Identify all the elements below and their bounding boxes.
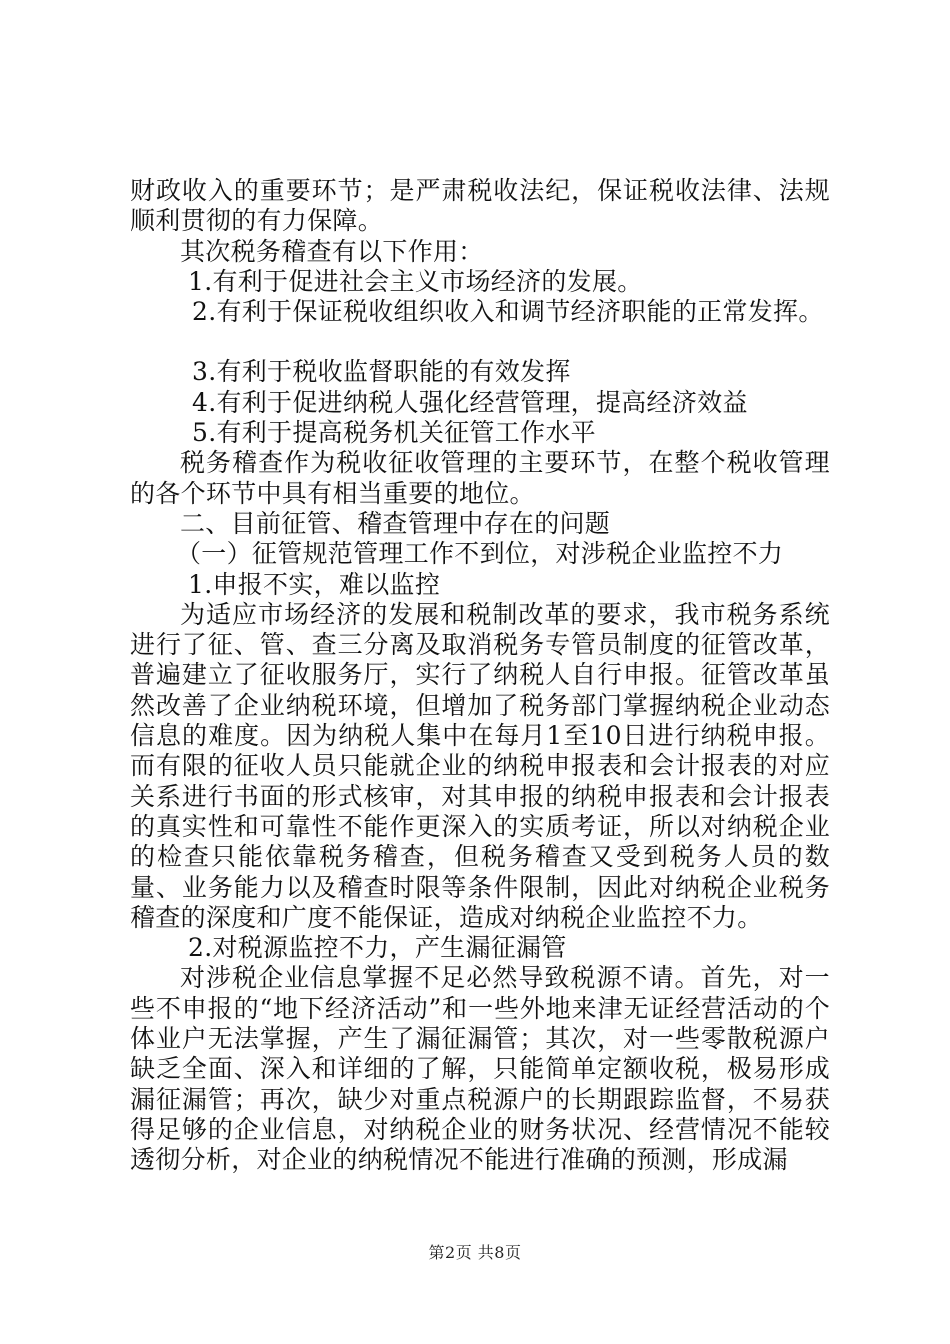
list-item-5: 5.有利于提高税务机关征管工作水平 [192,418,596,448]
list-item-1: 1.有利于促进社会主义市场经济的发展。 [188,266,643,296]
subsubsection-heading-2: 2.对税源监控不力，产生漏征漏管 [188,933,567,963]
paragraph-declaration: 为适应市场经济的发展和税制改革的要求，我市税务系统进行了征、管、查三分离及取消税务专管员制度的征管改革，普遍建立了征收服务厅，实行了纳税人自行申报。征管改革虽然改善了企业纳税环境，但增加了税务部门掌握纳税企业动态信息的难度。因为纳税人集中在每月1至10日进行纳税申报。而有限的征收人员只能就企业的纳税申报表和会计报表的对应关系进行书面的形式核审，对其申报的纳税申报表和会计报表的真实性和可靠性不能作更深入的实质考证，所以对纳税企业的检查只能依靠税务稽查，但税务稽查又受到税务人员的数量、业务能力以及稽查时限等条件限制，因此对纳税企业税务稽查的深度和广度不能保证，造成对纳税企业监控不力。 [130,599,830,932]
list-item-4: 4.有利于促进纳税人强化经营管理，提高经济效益 [192,387,748,417]
subsection-heading: （一）征管规范管理工作不到位，对涉税企业监控不力 [176,539,784,569]
document-body [130,176,830,1176]
page-number-footer: 第2页 共8页 [428,1243,522,1262]
blank-line [130,327,830,357]
list-item-2: 2.有利于保证税收组织收入和调节经济职能的正常发挥。 [192,297,824,327]
paragraph-functions-intro: 其次税务稽查有以下作用： [180,236,484,266]
paragraph-status: 税务稽查作为税收征收管理的主要环节，在整个税收管理的各个环节中具有相当重要的地位。 [130,448,830,508]
paragraph-continuation: 财政收入的重要环节；是严肃税收法纪，保证税收法律、法规顺利贯彻的有力保障。 [130,176,830,236]
list-item-3: 3.有利于税收监督职能的有效发挥 [192,357,571,387]
paragraph-tax-source: 对涉税企业信息掌握不足必然导致税源不请。首先，对一些不申报的“地下经济活动”和一些外地来津无证经营活动的个体业户无法掌握，产生了漏征漏管；其次，对一些零散税源户缺乏全面、深入和详细的了解，只能简单定额收税，极易形成漏征漏管；再次，缺少对重点税源户的长期跟踪监督，不易获得足够的企业信息，对纳税企业的财务状况、经营情况不能较透彻分析，对企业的纳税情况不能进行准确的预测，形成漏 [130,963,830,1175]
section-heading: 二、目前征管、稽查管理中存在的问题 [180,508,611,538]
subsubsection-heading-1: 1.申报不实，难以监控 [188,569,441,599]
